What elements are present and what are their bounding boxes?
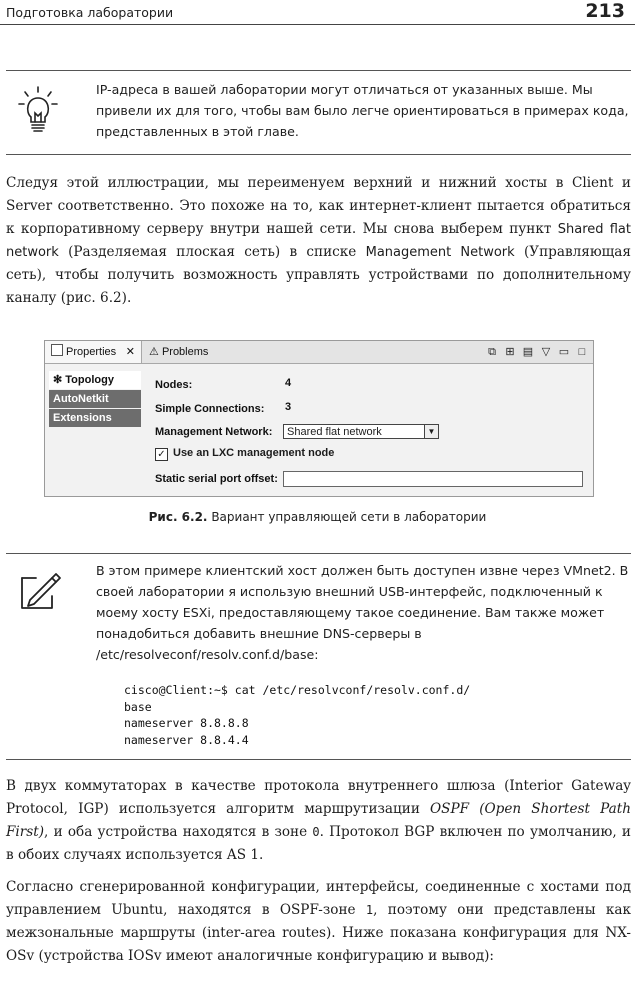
paragraph-3: Согласно сгенерированной конфигурации, интерфейсы, соединенные с хостами под управлением Ubuntu, находятся в OSPF-зоне 1, поэтому они представлены как межзональные маршруты (inter-area routes). Ниже показана конфигурация для NX-OSv (устройства IOSv имеют аналогичные конфигурацию и вывод): [6,879,631,964]
management-network-label: Management Network: [155,426,273,438]
tip-box [6,70,631,155]
tip-text: IP-адреса в вашей лаборатории могут отличаться от указанных выше. Мы привели их для того, чтобы вам было легче ориентироваться в примерах кода, представленных в этой главе. [96,82,629,139]
code-block [124,682,470,748]
figure-caption: Рис. 6.2. Вариант управляющей сети в лаборатории [148,510,487,524]
view-menu-icon[interactable]: ▽ [541,346,551,358]
nodes-value: 4 [285,377,292,389]
paragraph-2: В двух коммутаторах в качестве протокола внутреннего шлюза (Interior Gateway Protocol, IGP) используется алгоритм маршрутизации OSPF (Open Shortest Path First), и оба устройства находятся в зоне 0. Протокол BGP включен по умолчанию, и в обоих случаях используется AS 1. [6,778,631,863]
warning-icon: ⚠ [149,346,159,358]
management-network-select[interactable]: Shared flat network ▼ [283,424,439,439]
tab-bar [45,341,593,364]
ospf-term: OSPF (Open Shortest Path First) [6,801,631,840]
serial-offset-input[interactable] [283,471,583,487]
area-one: 1 [365,903,374,917]
lxc-checkbox[interactable]: ✓ [155,448,168,461]
layout-icon[interactable]: ▤ [522,346,534,358]
page-number: 213 [585,0,625,22]
tab-problems[interactable]: ⚠ Problems [149,346,209,358]
new-view-icon[interactable]: ⊞ [505,346,515,358]
code-line: cisco@Client:~$ cat /etc/resolvconf/resolv.conf.d/ [124,683,471,697]
area-zero: 0 [312,825,320,839]
paragraph-1: Следуя этой иллюстрации, мы переименуем верхний и нижний хосты в Client и Server соответственно. Это похоже на то, как интернет-клиент пытается обратиться к корпоративному серверу внутри нашей сети. Мы снова выберем пункт Shared flat network (Разделяемая плоская сеть) в списке Management Network (Управляющая сеть), чтобы получить возможность управлять устройствами по дополнительному каналу (рис. 6.2). [6,175,632,306]
serial-offset-label: Static serial port offset: [155,473,278,485]
panel-toolbar [485,344,589,360]
code-line: nameserver 8.8.8.8 [124,716,249,730]
properties-panel-figure [44,340,594,497]
properties-sidebar [49,371,141,428]
topology-icon: ✻ [53,374,63,386]
maximize-icon[interactable]: □ [578,346,586,358]
running-title: Подготовка лаборатории [6,5,174,20]
nodes-label: Nodes: [155,379,193,391]
sidebar-item-extensions[interactable]: Extensions [49,409,141,427]
properties-icon [51,344,63,356]
pin-icon[interactable]: ⧉ [488,346,496,358]
connections-label: Simple Connections: [155,403,265,415]
sidebar-item-autonetkit[interactable]: AutoNetkit [49,390,141,408]
code-line: base [124,699,152,714]
note-box [6,553,631,760]
lxc-checkbox-label: Use an LXC management node [173,447,335,459]
header-rule [0,24,635,25]
page-header [0,0,635,26]
note-text: В этом примере клиентский хост должен быть доступен извне через VMnet2. В своей лаборатории я использую внешний USB-интерфейс, подключенный к моему хосту ESXi, предоставляющему такое соединение. Вам также может понадобиться добавить внешние DNS-серверы в /etc/resolveconf/resolv.conf.d/base: [96,563,629,662]
minimize-icon[interactable]: ▭ [558,346,570,358]
pen-note-icon [16,570,62,618]
tab-properties[interactable]: Properties ✕ [45,341,142,363]
sidebar-item-topology[interactable]: ✻ Topology [49,371,141,389]
chevron-down-icon: ▼ [424,425,438,438]
term-management-network: Management Network [365,245,515,260]
connections-value: 3 [285,401,292,413]
code-line: nameserver 8.8.4.4 [124,732,249,747]
lightbulb-icon [16,85,60,139]
close-icon[interactable]: ✕ [125,346,135,358]
term-shared-flat-network: Shared flat network [6,222,632,260]
